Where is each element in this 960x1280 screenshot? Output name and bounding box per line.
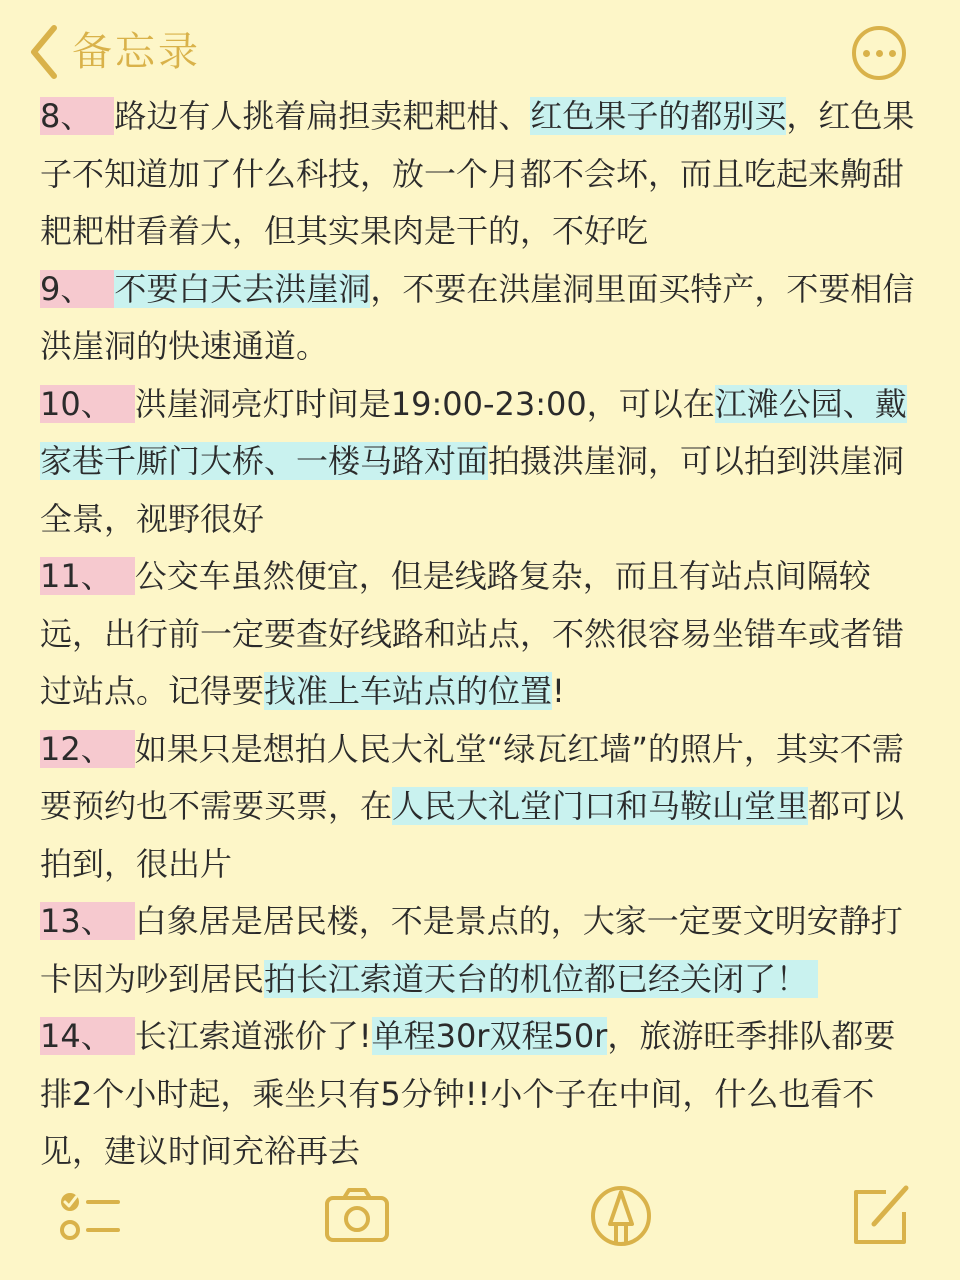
item-text: 都可以拍到，很出片 [40, 787, 905, 883]
compose-button[interactable] [846, 1180, 916, 1250]
item-text: 长江索道涨价了! [134, 1017, 372, 1055]
markup-button[interactable] [586, 1180, 656, 1250]
item-number: 10、 [40, 385, 135, 423]
compose-icon [846, 1180, 916, 1250]
more-button[interactable] [852, 26, 906, 80]
pen-icon [586, 1180, 656, 1250]
item-text: 如果只是想拍人民大礼堂“绿瓦红墙”的照片，其实不需要预约也不需要买票，在 [40, 729, 904, 825]
item-number: 14、 [40, 1017, 135, 1055]
camera-button[interactable] [322, 1180, 392, 1250]
item-highlight: 单程30r双程50r [371, 1017, 608, 1055]
more-dot [889, 50, 896, 57]
note-item [40, 88, 920, 261]
item-text: ，红色果子不知道加了什么科技，放一个月都不会坏，而且吃起来齁甜耙耙柑看着大，但其实果肉是干的，不好吃 [40, 97, 915, 250]
item-highlight: 人民大礼堂门口和马鞍山堂里 [392, 787, 809, 825]
item-text: ! [552, 672, 565, 710]
item-text: 路边有人挑着扁担卖耙耙柑、 [114, 97, 531, 135]
back-button-label: 备忘录 [72, 29, 201, 75]
camera-icon [322, 1180, 392, 1250]
more-dot [863, 50, 870, 57]
note-item [40, 376, 920, 549]
note-item [40, 893, 920, 1008]
item-highlight: 拍长江索道天台的机位都已经关闭了！ [264, 959, 819, 998]
item-highlight: 江滩公园、戴家巷千厮门大桥、一楼马路对面 [40, 384, 907, 480]
item-text: 洪崖洞亮灯时间是19:00-23:00，可以在 [134, 384, 715, 423]
top-bar [0, 0, 960, 100]
back-button[interactable] [28, 22, 201, 82]
checklist-icon [56, 1180, 126, 1250]
item-text: 白象居是居民楼，不是景点的，大家一定要文明安静打卡因为吵到居民 [40, 902, 903, 998]
more-dot [876, 50, 883, 57]
item-text: ，旅游旺季排队都要排2个小时起，乘坐只有5分钟!!小个子在中间，什么也看不见，建议时间充裕再去 [40, 1017, 896, 1170]
note-content[interactable] [40, 88, 920, 1181]
checklist-button[interactable] [56, 1180, 126, 1250]
item-number: 11、 [40, 557, 135, 595]
note-item [40, 721, 920, 894]
item-highlight: 不要白天去洪崖洞 [114, 269, 371, 308]
item-text: ，不要在洪崖洞里面买特产，不要相信洪崖洞的快速通道。 [40, 269, 915, 365]
item-number: 12、 [40, 730, 135, 768]
note-item [40, 1008, 920, 1181]
item-highlight: 红色果子的都别买 [530, 97, 787, 135]
item-number: 9、 [40, 270, 114, 308]
item-highlight: 找准上车站点的位置 [264, 672, 553, 710]
chevron-left-icon [28, 24, 58, 80]
item-text: 公交车虽然便宜，但是线路复杂，而且有站点间隔较远，出行前一定要查好线路和站点，不然很容易坐错车或者错过站点。记得要 [40, 557, 905, 710]
item-number: 13、 [40, 902, 135, 940]
item-number: 8、 [40, 97, 114, 135]
note-item [40, 261, 920, 376]
item-text: 拍摄洪崖洞，可以拍到洪崖洞全景，视野很好 [40, 442, 905, 538]
note-item [40, 548, 920, 721]
bottom-toolbar [0, 1170, 960, 1280]
